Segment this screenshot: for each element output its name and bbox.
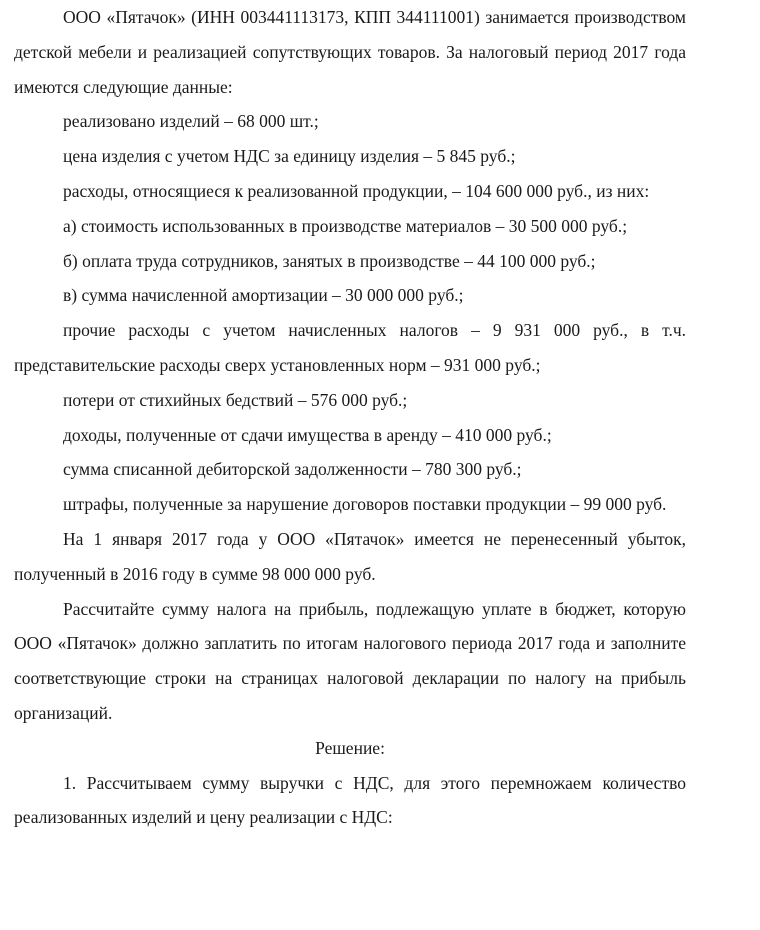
disaster-losses-line: потери от стихийных бедствий – 576 000 руб.;: [63, 389, 408, 410]
labor-cost-line: б) оплата труда сотрудников, занятых в производстве – 44 100 000 руб.;: [63, 250, 596, 271]
task-question-paragraph: Рассчитайте сумму налога на прибыль, подлежащую уплате в бюджет, которую ООО «Пятачок» должно заплатить по итогам налогового периода 2017 года и заполните соответствующие строки на страницах налоговой декларации по налогу на прибыль организаций.: [14, 598, 686, 723]
other-expenses-line: прочие расходы с учетом начисленных налогов – 9 931 000 руб., в т.ч. представительские расходы сверх установленных норм – 931 000 руб.;: [14, 320, 686, 375]
document-page: [14, 0, 686, 835]
rental-income-line: доходы, полученные от сдачи имущества в аренду – 410 000 руб.;: [63, 424, 552, 445]
depreciation-line: в) сумма начисленной амортизации – 30 000 000 руб.;: [63, 285, 464, 306]
items-sold-line: реализовано изделий – 68 000 шт.;: [63, 111, 319, 132]
written-off-receivables-line: сумма списанной дебиторской задолженности – 780 300 руб.;: [63, 459, 522, 480]
solution-step-1: 1. Рассчитываем сумму выручки с НДС, для этого перемножаем количество реализованных изделий и цену реализации с НДС:: [14, 772, 686, 828]
unit-price-line: цена изделия с учетом НДС за единицу изделия – 5 845 руб.;: [63, 146, 516, 167]
penalties-received-line: штрафы, полученные за нарушение договоров поставки продукции – 99 000 руб.: [63, 494, 667, 515]
solution-heading: Решение:: [315, 737, 385, 758]
expenses-line: расходы, относящиеся к реализованной продукции, – 104 600 000 руб., из них:: [63, 180, 650, 201]
materials-cost-line: а) стоимость использованных в производстве материалов – 30 500 000 руб.;: [63, 215, 628, 236]
task-intro-paragraph: ООО «Пятачок» (ИНН 003441113173, КПП 344111001) занимается производством детской мебели и реализацией сопутствующих товаров. За налоговый период 2017 года имеются следующие данные:: [14, 7, 686, 97]
carried-loss-paragraph: На 1 января 2017 года у ООО «Пятачок» имеется не перенесенный убыток, полученный в 2016 году в сумме 98 000 000 руб.: [14, 528, 686, 584]
